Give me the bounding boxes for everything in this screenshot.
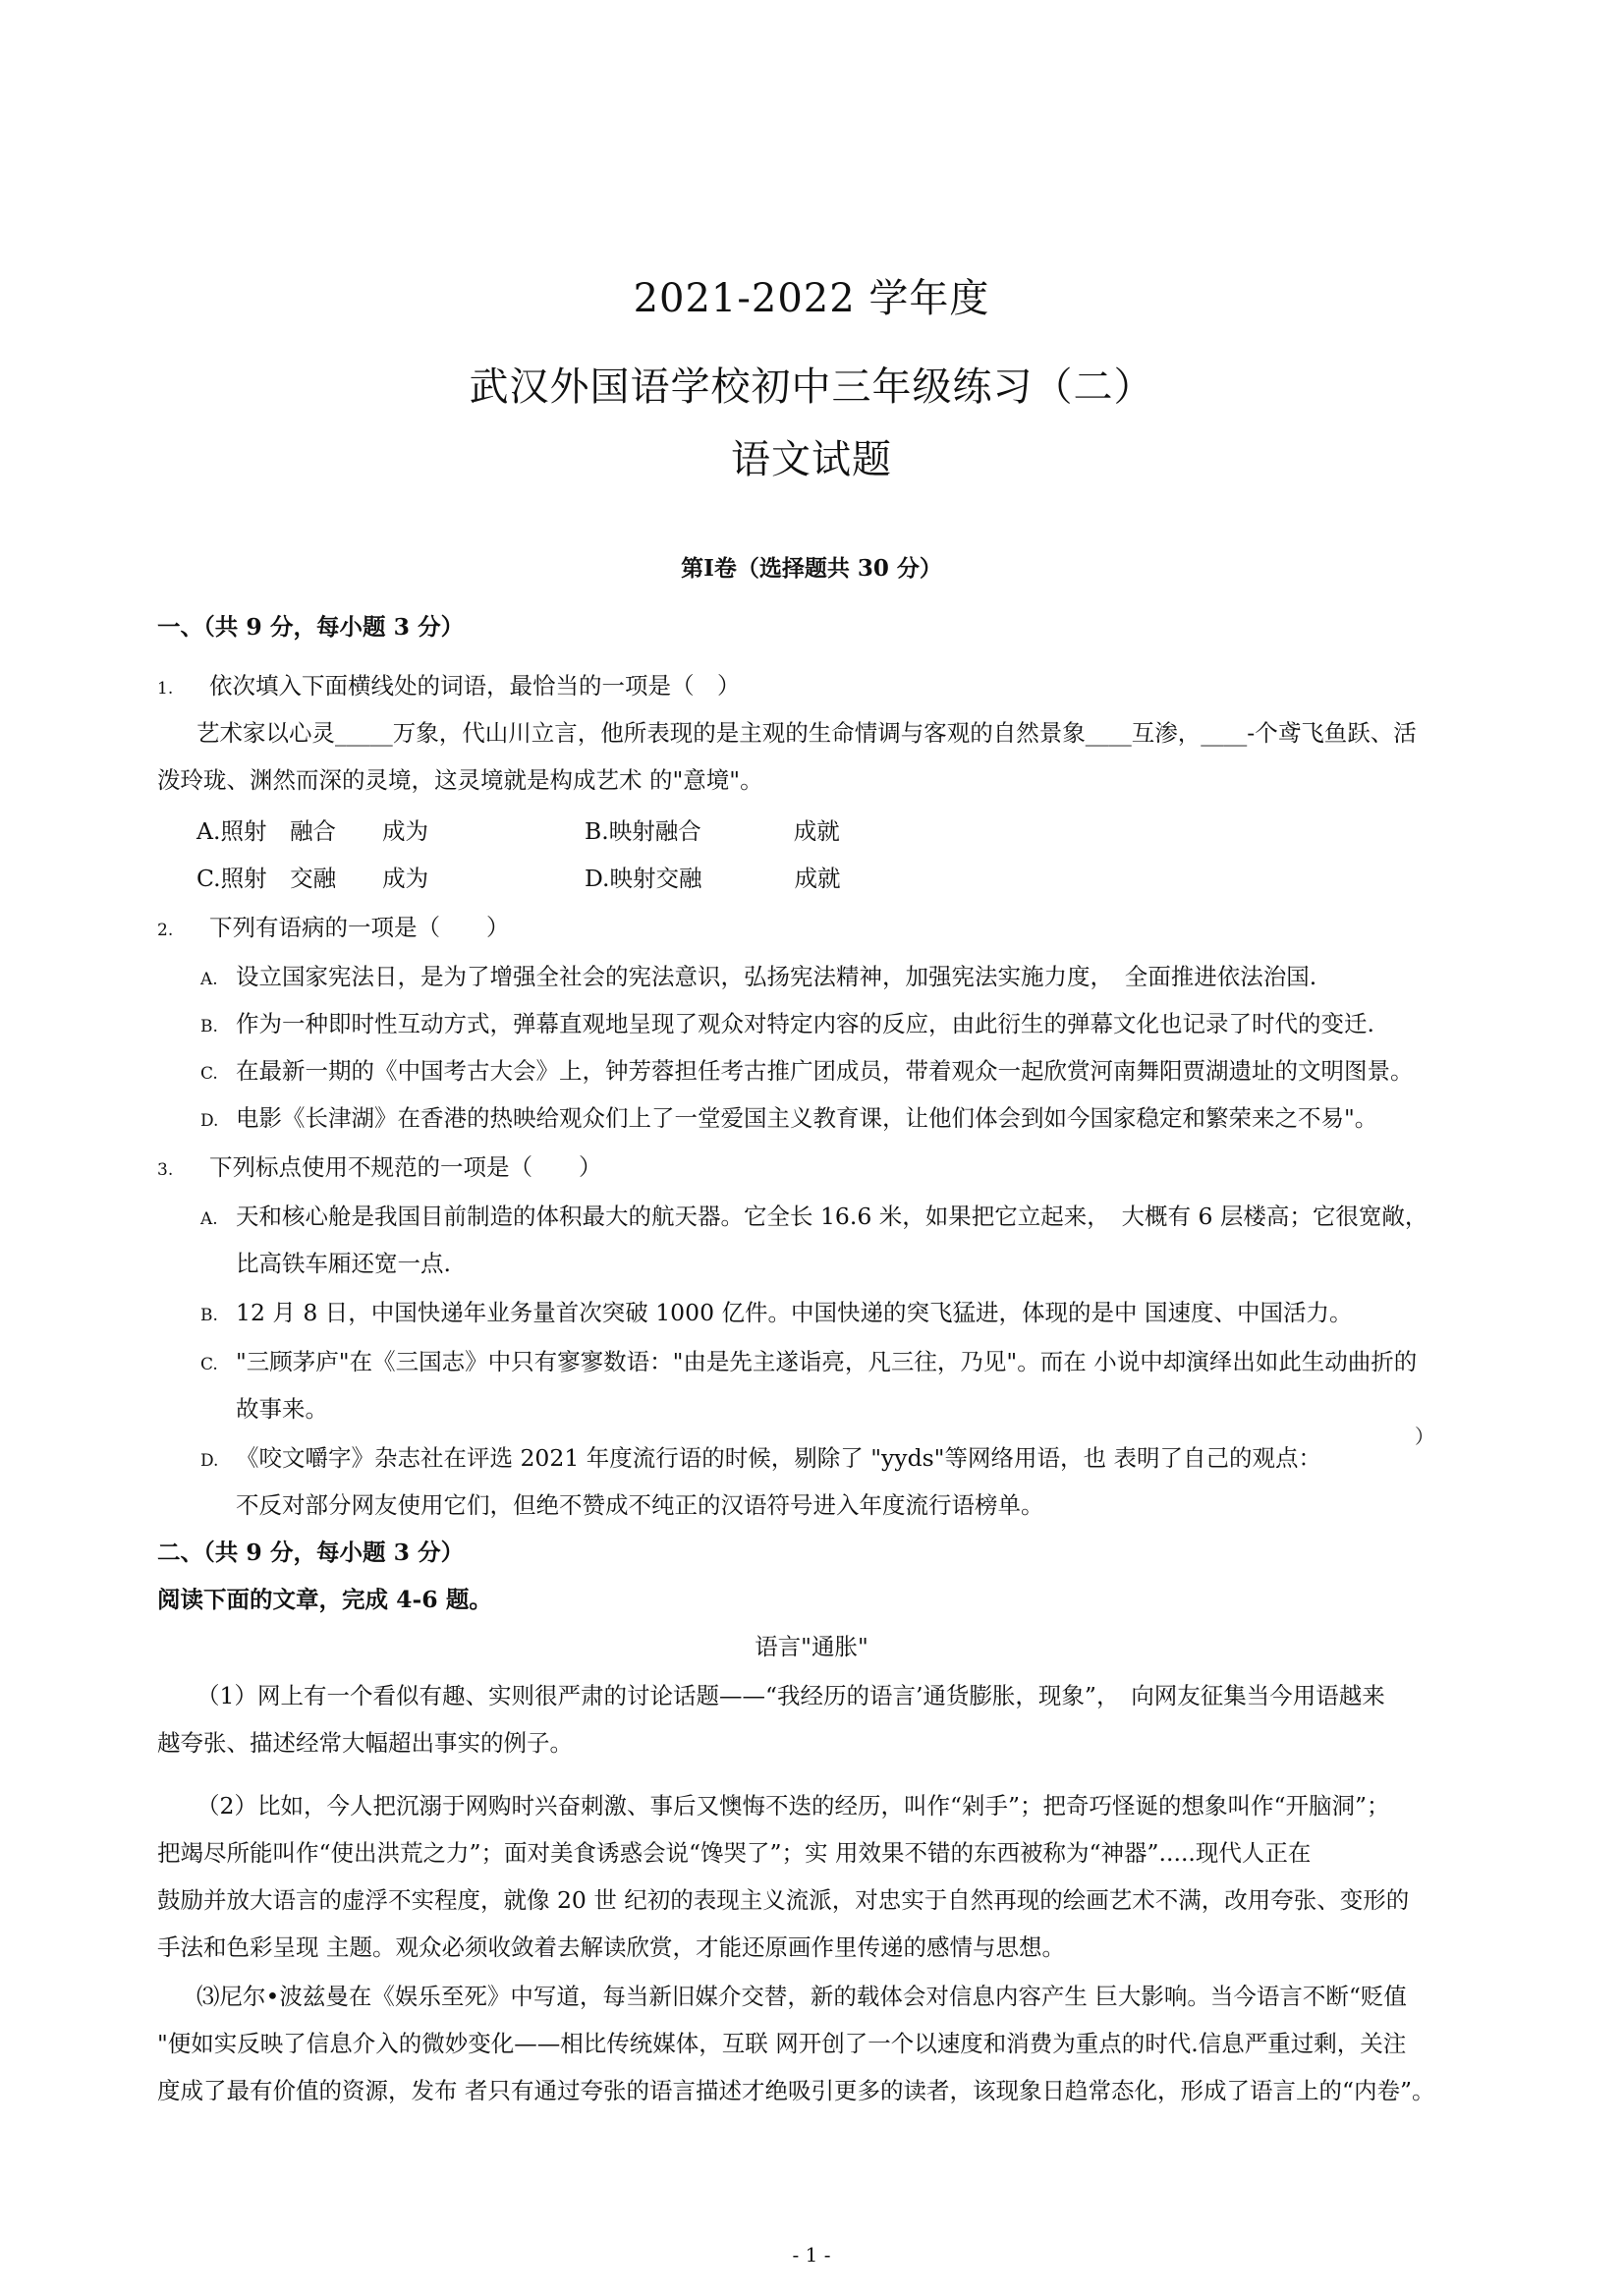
article-p2-line1: （2）比如，今人把沉溺于网购时兴奋刺激、事后又懊悔不迭的经历，叫作“剁手”；把奇巧怪诞的想象叫作“开脑洞”； bbox=[196, 1792, 1390, 1820]
q3-option-b-text: 12 月 8 日，中国快递年业务量首次突破 1000 亿件。中国快递的突飞猛进，体现的是中 国速度、中国活力。 bbox=[236, 1299, 1353, 1326]
q2-option-b bbox=[200, 1000, 1546, 1050]
q3-option-d-stray-bracket: ） bbox=[1415, 1425, 1434, 1448]
q1-stem-row bbox=[157, 662, 1503, 712]
q3-option-d-label: D. bbox=[200, 1451, 219, 1471]
section2-heading: 二、（共 9 分，每小题 3 分） bbox=[157, 1539, 465, 1566]
q3-option-b bbox=[200, 1289, 1546, 1339]
article-p3-line3: 度成了最有价值的资源，发布 者只有通过夸张的语言描述才绝吸引更多的读者，该现象日趋常态化，形成了语言上的“内卷”。 bbox=[157, 2077, 1435, 2104]
q1-stem: 依次填入下面横线处的词语，最恰当的一项是（ ） bbox=[209, 672, 741, 700]
q3-option-c-label: C. bbox=[200, 1355, 218, 1374]
q2-option-b-label: B. bbox=[200, 1017, 218, 1036]
q2-option-d bbox=[200, 1094, 1546, 1145]
q3-option-c-text-2: 故事来。 bbox=[236, 1395, 328, 1423]
q1-option-row-2 bbox=[196, 855, 1542, 902]
q1-passage-1: 艺术家以心灵_____万象，代山川立言，他所表现的是主观的生命情调与客观的自然景象____互渗，____-个鸢飞鱼跃、活 bbox=[196, 719, 1417, 747]
q1-number: 1. bbox=[157, 679, 174, 699]
q2-option-c bbox=[200, 1047, 1546, 1097]
q3-option-c bbox=[200, 1338, 1546, 1388]
q1-passage-2: 泼玲珑、渊然而深的灵境，这灵境就是构成艺术 的"意境"。 bbox=[157, 766, 763, 794]
exam-subject-title: 语文试题 bbox=[731, 437, 892, 482]
article-p2-line3: 鼓励并放大语言的虚浮不实程度，就像 20 世 纪初的表现主义流派，对忠实于自然再现的绘画艺术不满，改用夸张、变形的 bbox=[157, 1886, 1410, 1914]
q2-option-d-text: 电影《长津湖》在香港的热映给观众们上了一堂爱国主义教育课，让他们体会到如今国家稳定和繁荣来之不易"。 bbox=[236, 1104, 1378, 1132]
q2-option-d-label: D. bbox=[200, 1111, 219, 1131]
article-p1-line1: （1）网上有一个看似有趣、实则很严肃的讨论话题——“我经历的语言’通货膨胀，现象”， 向网友征集当今用语越来 bbox=[196, 1682, 1385, 1709]
q1-option-c: C.照射 交融 成为 bbox=[196, 865, 429, 892]
q2-option-a-label: A. bbox=[200, 970, 218, 989]
q3-option-d bbox=[200, 1434, 1546, 1484]
q1-option-a: A.照射 融合 成为 bbox=[196, 817, 428, 845]
article-p2-line2: 把竭尽所能叫作“使出洪荒之力”；面对美食诱惑会说“馋哭了”；实 用效果不错的东西被称为“神器”.....现代人正在 bbox=[157, 1839, 1312, 1867]
q2-stem: 下列有语病的一项是（ ） bbox=[209, 914, 510, 941]
q3-option-a-text-2: 比高铁车厢还宽一点. bbox=[236, 1250, 451, 1277]
q3-option-d-text-1: 《咬文嚼字》杂志社在评选 2021 年度流行语的时候，剔除了 "yyds"等网络用语，也 表明了自己的观点： bbox=[236, 1444, 1321, 1472]
q1-option-row-1 bbox=[196, 808, 1542, 855]
article-p2-line4: 手法和色彩呈现 主题。观众必须收敛着去解读欣赏，才能还原画作里传递的感情与思想。 bbox=[157, 1933, 1065, 1961]
q2-option-a bbox=[200, 953, 1546, 1003]
q2-option-a-text: 设立国家宪法日，是为了增强全社会的宪法意识，弘扬宪法精神，加强宪法实施力度， 全面推进依法治国. bbox=[236, 963, 1317, 990]
exam-school-title: 武汉外国语学校初中三年级练习（二） bbox=[469, 364, 1154, 410]
q3-option-a bbox=[200, 1193, 1546, 1243]
q2-option-c-label: C. bbox=[200, 1064, 218, 1084]
q3-option-a-text-1: 天和核心舱是我国目前制造的体积最大的航天器。它全长 16.6 米，如果把它立起来， 大概有 6 层楼高；它很宽敞， bbox=[236, 1203, 1428, 1230]
q3-option-b-label: B. bbox=[200, 1306, 218, 1325]
q2-option-b-text: 作为一种即时性互动方式，弹幕直观地呈现了观众对特定内容的反应，由此衍生的弹幕文化也记录了时代的变迁. bbox=[236, 1010, 1374, 1037]
part1-title: 第Ⅰ卷（选择题共 30 分） bbox=[681, 555, 942, 582]
q3-option-d-text-2: 不反对部分网友使用它们，但绝不赞成不纯正的汉语符号进入年度流行语榜单。 bbox=[236, 1491, 1044, 1519]
q3-option-c-text-1: "三顾茅庐"在《三国志》中只有寥寥数语："由是先主遂诣亮，凡三往，乃见"。而在 小说中却演绎出如此生动曲折的 bbox=[236, 1348, 1418, 1375]
q1-option-b: B.映射融合 成就 bbox=[585, 817, 840, 845]
q3-option-a-label: A. bbox=[200, 1209, 218, 1229]
q1-option-d: D.映射交融 成就 bbox=[585, 865, 841, 892]
exam-year: 2021-2022 学年度 bbox=[633, 276, 990, 321]
q3-stem-row bbox=[157, 1144, 1503, 1194]
page-number: - 1 - bbox=[792, 2243, 831, 2267]
q2-option-c-text: 在最新一期的《中国考古大会》上，钟芳蓉担任考古推广团成员，带着观众一起欣赏河南舞阳贾湖遗址的文明图景。 bbox=[236, 1057, 1414, 1085]
article-p3-line2: "便如实反映了信息介入的微妙变化——相比传统媒体，互联 网开创了一个以速度和消费为重点的时代.信息严重过剩，关注 bbox=[157, 2030, 1407, 2057]
article-title: 语言"通胀" bbox=[755, 1633, 868, 1660]
section2-instruction: 阅读下面的文章，完成 4-6 题。 bbox=[157, 1586, 492, 1613]
q3-stem: 下列标点使用不规范的一项是（ ） bbox=[209, 1153, 602, 1181]
q2-number: 2. bbox=[157, 921, 174, 940]
q3-number: 3. bbox=[157, 1160, 174, 1180]
section1-heading: 一、（共 9 分，每小题 3 分） bbox=[157, 613, 465, 641]
article-p3-line1: ⑶尼尔•波兹曼在《娱乐至死》中写道，每当新旧媒介交替，新的载体会对信息内容产生 巨大影响。当今语言不断“贬值 bbox=[196, 1983, 1407, 2010]
q2-stem-row bbox=[157, 904, 1503, 954]
article-p1-line2: 越夸张、描述经常大幅超出事实的例子。 bbox=[157, 1729, 573, 1757]
